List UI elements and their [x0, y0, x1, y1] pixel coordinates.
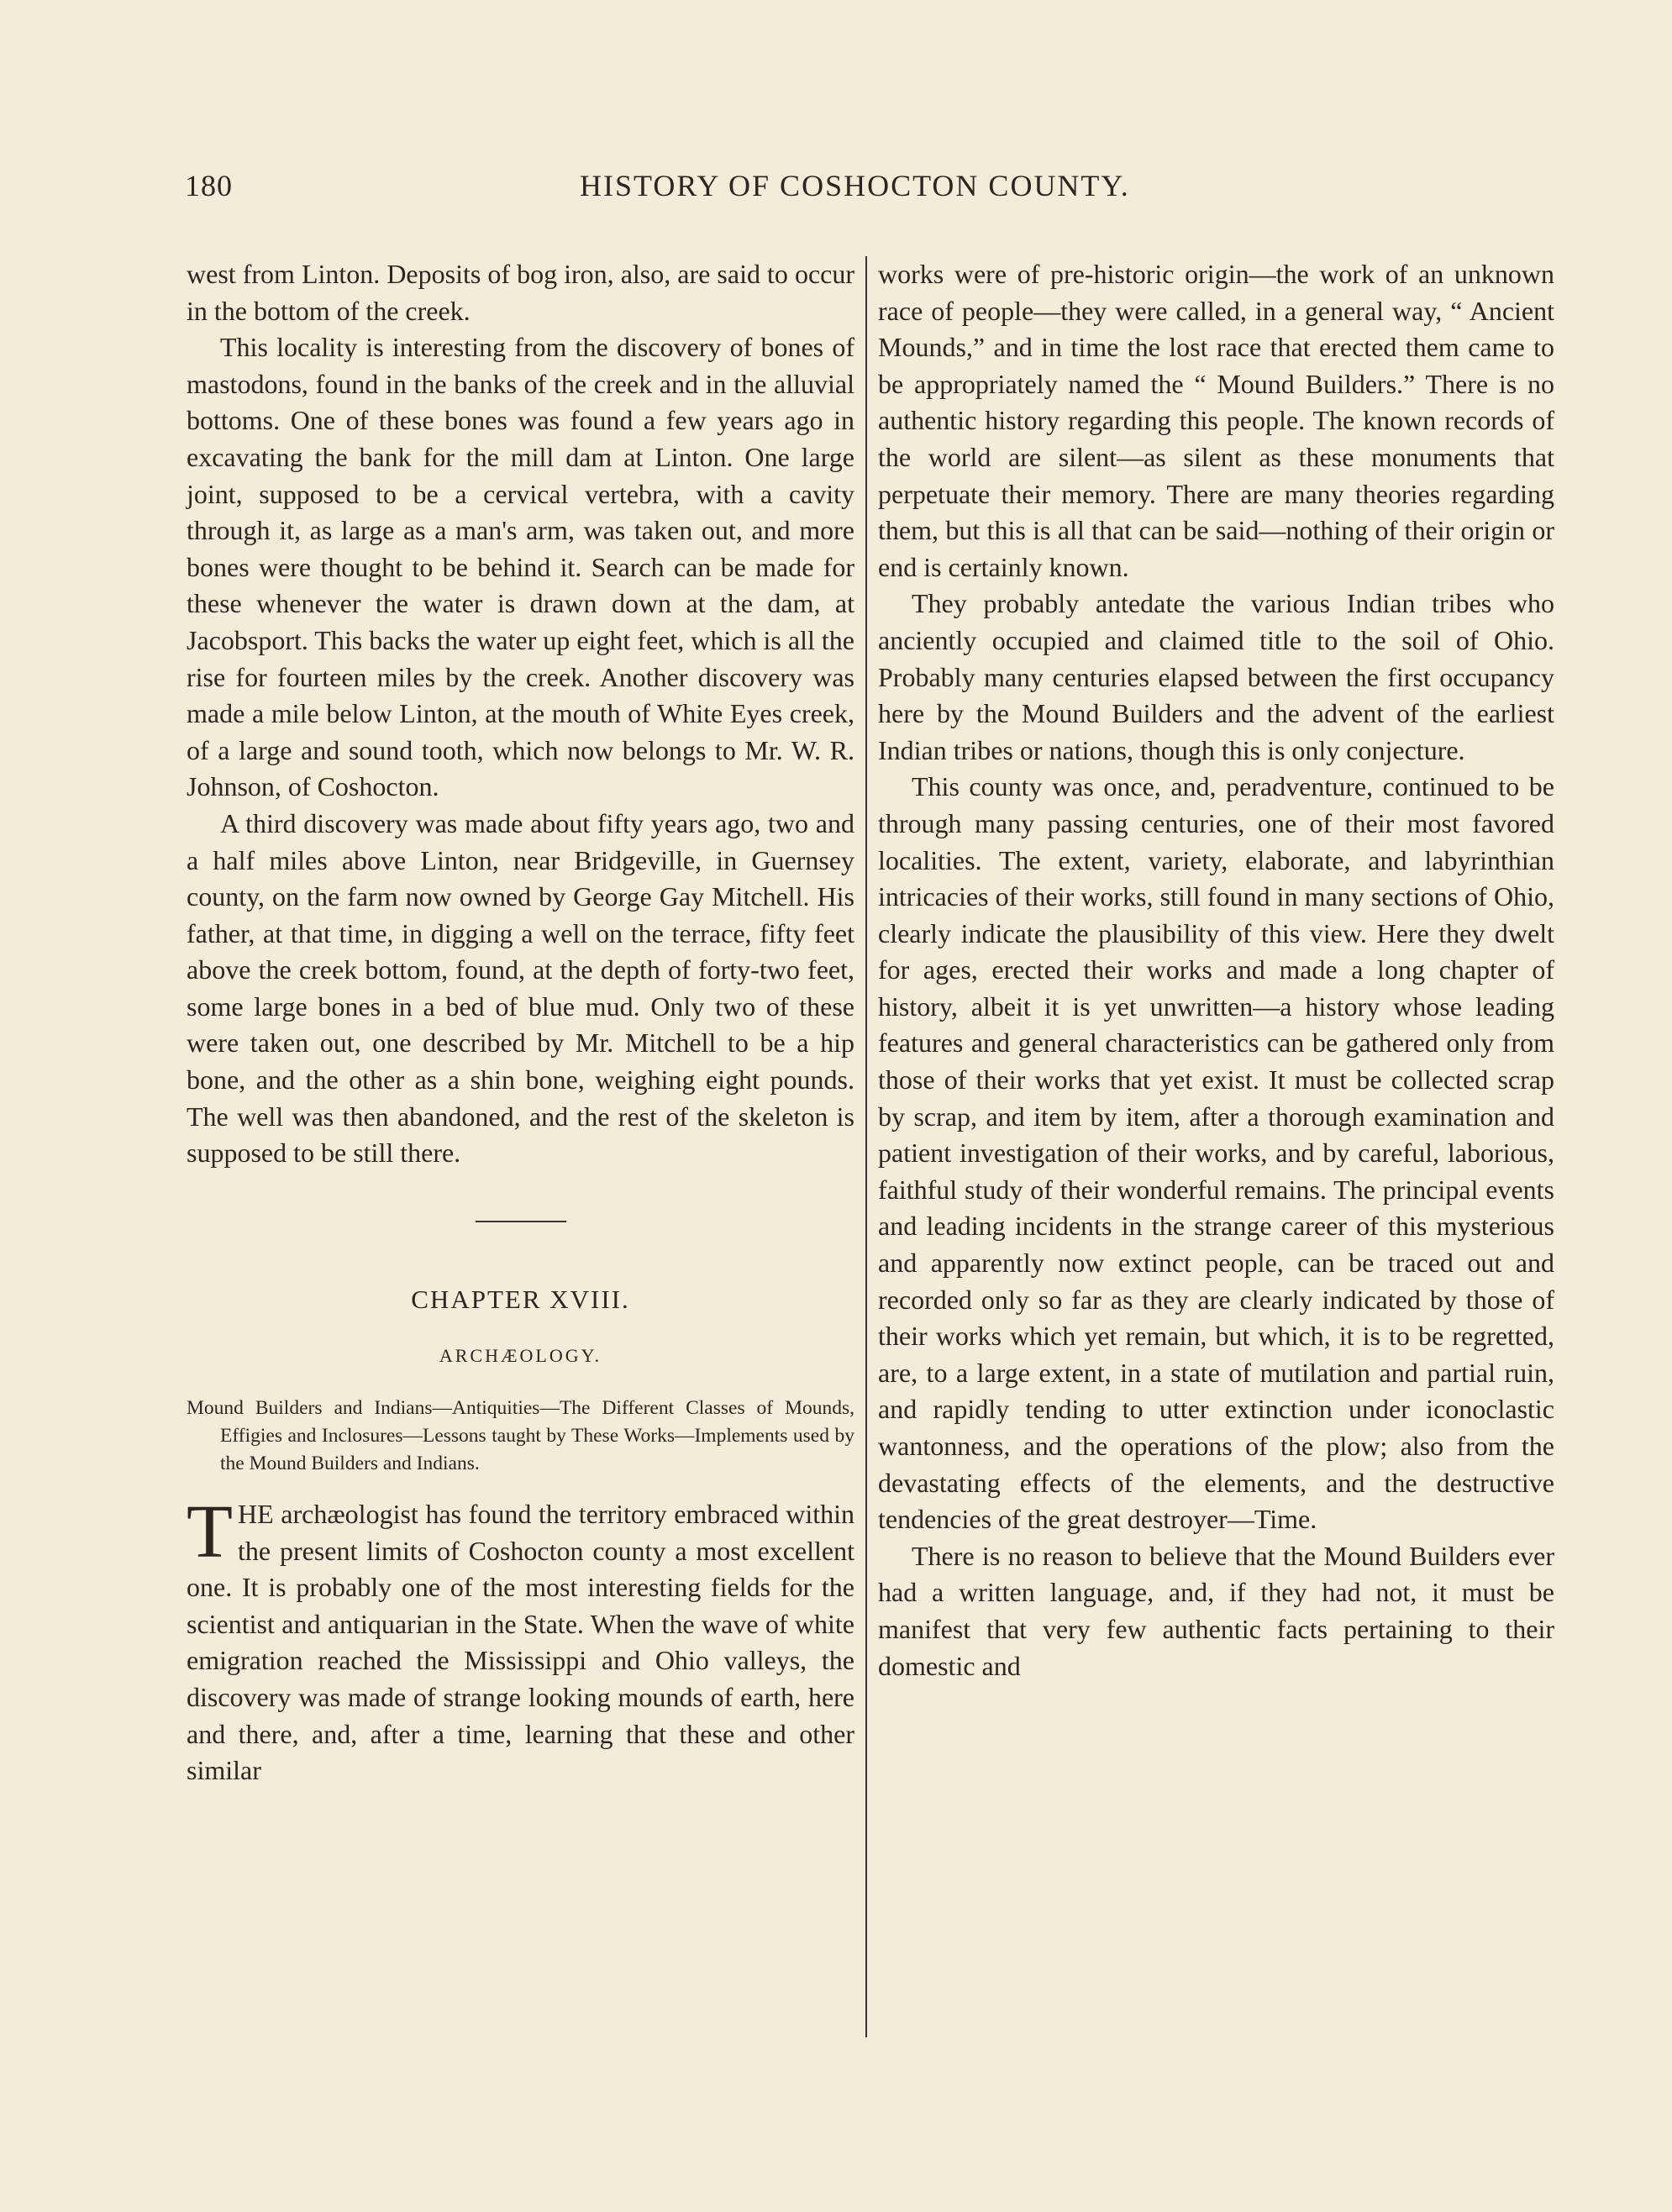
drop-cap: T	[187, 1490, 233, 1574]
page-header	[185, 168, 1487, 218]
paragraph: There is no reason to believe that the Mound Builders ever had a written language, and, if they had not, it must be manifest that very few authentic facts pertaining to their domestic and	[878, 1540, 1554, 1681]
paragraph: A third discovery was made about fifty years ago, two and a half miles above Linton, near Bridgeville, in Guernsey county, on the farm now owned by George Gay Mitchell. His father, at that time, in digging a well on the terrace, fifty feet above the creek bottom, found, at the depth of forty-two feet, some large bones in a bed of blue mud. Only two of these were taken out, one described by Mr. Mitchell to be a hip bone, and the other as a shin bone, weighing eight pounds. The well was then abandoned, and the rest of the skeleton is supposed to be still there.	[187, 807, 854, 1169]
section-divider	[476, 1221, 566, 1222]
paragraph: This county was once, and, peradventure, continued to be through many passing centuries, one of their most favored localities. The extent, variety, elaborate, and labyrinthian intricacies of their works, still found in many sections of Ohio, clearly indicate the plausibility of this view. Here they dwelt for ages, erected their works and made a long chapter of history, albeit it is yet unwritten—a history whose leading features and general characteristics can be gathered only from those of their works that yet exist. It must be collected scrap by scrap, and item by item, after a thorough examination and patient investigation of their works, and by careful, laborious, faithful study of their wonderful remains. The principal events and leading incidents in the strange career of this mysterious and apparently now extinct people, can be traced out and recorded only so far as they are clearly indicated by those of their works which yet remain, but which, it is to be regretted, are, to a large extent, in a state of mutilation and partial ruin, and rapidly tending to utter extinction under iconoclastic wantonness, and the operations of the plow; also from the devastating effects of the elements, and the destructive tendencies of the great destroyer—Time.	[878, 771, 1554, 1535]
page-number: 180	[185, 169, 233, 202]
chapter-synopsis: Mound Builders and Indians—Antiquities—The Different Classes of Mounds, Effigies and Inclosures—Lessons taught by These Works—Implements used by the Mound Builders and Indians.	[187, 1397, 854, 1475]
chapter-subject: ARCHÆOLOGY.	[439, 1345, 602, 1367]
column-rule	[865, 256, 867, 2037]
paragraph: This locality is interesting from the discovery of bones of mastodons, found in the banks of the creek and in the alluvial bottoms. One of these bones was found a few years ago in excavating the bank for the mill dam at Linton. One large joint, supposed to be a cervical vertebra, with a cavity through it, as large as a man's arm, was taken out, and more bones were thought to be behind it. Search can be made for these whenever the water is drawn down at the dam, at Jacobsport. This backs the water up eight feet, which is all the rise for fourteen miles by the creek. Another discovery was made a mile below Linton, at the mouth of White Eyes creek, of a large and sound tooth, which now belongs to Mr. W. R. Johnson, of Coshocton.	[187, 332, 854, 802]
opening-text: HE archæologist has found the territory embraced within the present limits of Coshocton county a most excellent one. It is probably one of the most interesting fields for the scientist and antiquarian in the State. When the wave of white emigration reached the Mississippi and Ohio valleys, the discovery was made of strange looking mounds of earth, here and there, and, after a time, learning that these and other similar	[187, 1499, 854, 1786]
paragraph: works were of pre-historic origin—the work of an unknown race of people—they were called, in a general way, “ Ancient Mounds,” and in time the lost race that erected them came to be appropriately named the “ Mound Builders.” There is no authentic history regarding this people. The known records of the world are silent—as silent as these monuments that perpetuate their memory. There are many theories regarding them, but this is all that can be said—nothing of their origin or end is certainly known.	[878, 259, 1554, 582]
right-column	[878, 256, 1554, 1684]
left-column	[187, 256, 854, 1789]
chapter-opening-paragraph	[187, 1490, 854, 1789]
paragraph: west from Linton. Deposits of bog iron, also, are said to occur in the bottom of the creek.	[187, 259, 854, 326]
paragraph: They probably antedate the various Indian tribes who anciently occupied and claimed title to the soil of Ohio. Probably many centuries elapsed between the first occupancy here by the Mound Builders and the advent of the earliest Indian tribes or nations, though this is only conjecture.	[878, 588, 1554, 765]
running-title: HISTORY OF COSHOCTON COUNTY.	[580, 169, 1130, 202]
chapter-title: CHAPTER XVIII.	[411, 1284, 630, 1314]
